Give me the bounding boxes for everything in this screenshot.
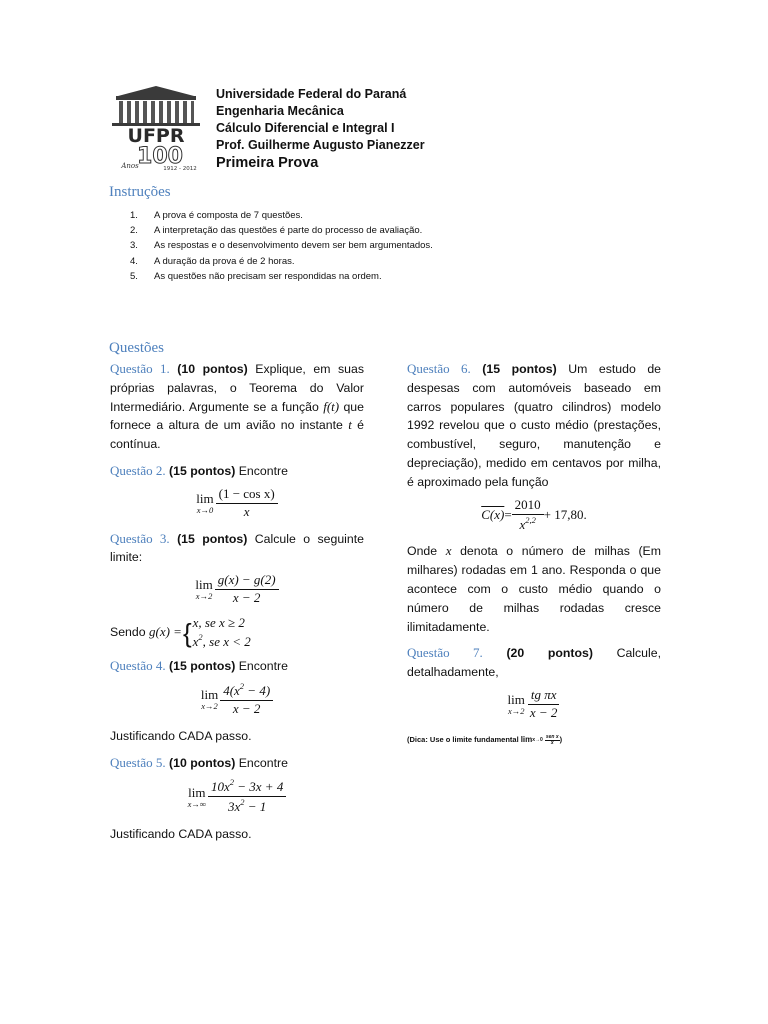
instructions-heading: Instruções — [109, 184, 171, 200]
logo-word: Anos — [121, 162, 139, 170]
exam-title: Primeira Prova — [216, 155, 319, 171]
ufpr-logo — [108, 84, 204, 172]
question-5-label: Questão 5. — [110, 754, 166, 770]
question-1 — [110, 360, 364, 454]
questions-left-column — [110, 360, 364, 852]
question-6: Questão 6. (15 pontos) Um estudo de despesas com automóveis baseado em carros populares (quatro cilindros) modelo 1992 revelou que o custo médio (prestações, combustível, seguro, manutenção e depreciação), medido em centavos por milha, é aproximado pela função C(x) = $\frac{2010}{x^{2,2}}$ + 17,80. Onde x denota o número de milhas (Em milhares) rodadas em 1 ano. Responda o que acontece com o custo médio quando o número de milhas rodadas cresce ilimitadamente. — [407, 360, 661, 636]
questions-heading: Questões — [109, 340, 164, 356]
question-7-label: Questão 7. — [407, 645, 483, 661]
question-5-points: (10 pontos) — [169, 755, 236, 770]
instruction-item: 4. A duração da prova é de 2 horas. — [130, 255, 295, 267]
question-2: Questão 2. (15 pontos) Encontre lim x→0 $\frac{\text{(1 − cos x)}}{x}$ — [110, 462, 364, 520]
piecewise-definition: Sendo g(x) = { x, se x ≥ 2 $x^2$, se x < 2 — [110, 615, 251, 650]
question-2-formula: lim x→0 $\frac{\text{(1 − cos x)}}{x}$ — [110, 487, 364, 520]
question-5: Questão 5. (10 pontos) Encontre lim x→∞ $\frac{10x^2 - 3x + 4}{3x^2 - 1}$ Justificando CADA passo. — [110, 754, 364, 844]
instruction-item: 3. As respostas e o desenvolvimento devem ser bem argumentados. — [130, 240, 433, 252]
question-4-label: Questão 4. — [110, 658, 166, 674]
question-3-label: Questão 3. — [110, 530, 170, 546]
instruction-item: 1. A prova é composta de 7 questões. — [130, 210, 303, 221]
professor-name: Prof. Guilherme Augusto Pianezzer — [216, 138, 425, 152]
question-3-formula: lim x→2 $\frac{g(x) - g(2)}{x - 2}$ — [110, 573, 364, 606]
question-3-points: (15 pontos) — [177, 531, 248, 546]
question-6-followup: Onde x denota o número de milhas (Em milhares) rodadas em 1 ano. Responda o que acontece com o custo médio quando o número de milhas rodadas cresce ilimitadamente. — [407, 543, 661, 634]
course-name: Engenharia Mecânica — [216, 104, 344, 118]
logo-years: 1912 - 2012 — [163, 166, 197, 172]
questions-right-column — [407, 360, 661, 758]
question-5-formula: lim x→∞ $\frac{10x^2 - 3x + 4}{3x^2 - 1}$ — [110, 778, 364, 815]
question-7-formula: lim x→2 $\frac{\text{tg πx}}{x - 2}$ — [407, 688, 661, 721]
question-4: Questão 4. (15 pontos) Encontre lim x→2 $\frac{4(x^2 - 4)}{x - 2}$ Justificando CADA passo. — [110, 657, 364, 745]
question-6-formula: C(x) = $\frac{2010}{x^{2,2}}$ + 17,80. — [481, 496, 587, 532]
question-1-text: Questão 1. (10 pontos) Explique, em suas próprias palavras, o Teorema do Valor Intermediário. Argumente se a função f(t) que fornece a altura de um avião no instante t é contínua. — [110, 361, 365, 452]
question-4-formula: lim x→2 $\frac{4(x^2 - 4)}{x - 2}$ — [110, 682, 364, 717]
instruction-item: 2. A interpretação das questões é parte do processo de avaliação. — [130, 225, 423, 237]
exam-header — [216, 86, 425, 172]
university-name: Universidade Federal do Paraná — [216, 87, 407, 101]
instructions-list — [130, 208, 433, 284]
question-4-note: Justificando CADA passo. — [110, 728, 252, 743]
function-f-of-t: f(t) — [323, 398, 340, 414]
subject-name: Cálculo Diferencial e Integral I — [216, 121, 395, 135]
question-7-points: (20 pontos) — [506, 646, 593, 661]
question-7-hint: (Dica: Use o limite fundamental lim x→0 $\frac{\text{sen x}}{x}$ ) — [407, 733, 563, 746]
question-1-label: Questão 1. — [110, 361, 170, 376]
instruction-item: 5. As questões não precisam ser respondidas na ordem. — [130, 270, 382, 282]
question-7: Questão 7. (20 pontos) Calcule, detalhadamente, lim x→2 $\frac{\text{tg πx}}{x - 2}$ (Dica: Use o limite fundamental lim x→0 $\frac{\text{sen x}}{x}$ ) — [407, 644, 661, 749]
question-4-points: (15 pontos) — [169, 659, 236, 674]
question-6-points: (15 pontos) — [482, 362, 557, 376]
question-5-note: Justificando CADA passo. — [110, 827, 252, 842]
question-6-label: Questão 6. — [407, 361, 471, 376]
question-1-points: (10 pontos) — [177, 362, 248, 376]
question-2-label: Questão 2. — [110, 462, 166, 478]
logo-number: 100 — [137, 144, 183, 169]
question-2-points: (15 pontos) — [169, 463, 236, 478]
question-3: Questão 3. (15 pontos) Calcule o seguinte limite: lim x→2 $\frac{g(x) - g(2)}{x - 2}$ Sendo g(x) = { x, se x ≥ 2 $x^2$, se x < 2 — [110, 530, 364, 650]
logo-acronym: UFPR — [127, 125, 185, 147]
